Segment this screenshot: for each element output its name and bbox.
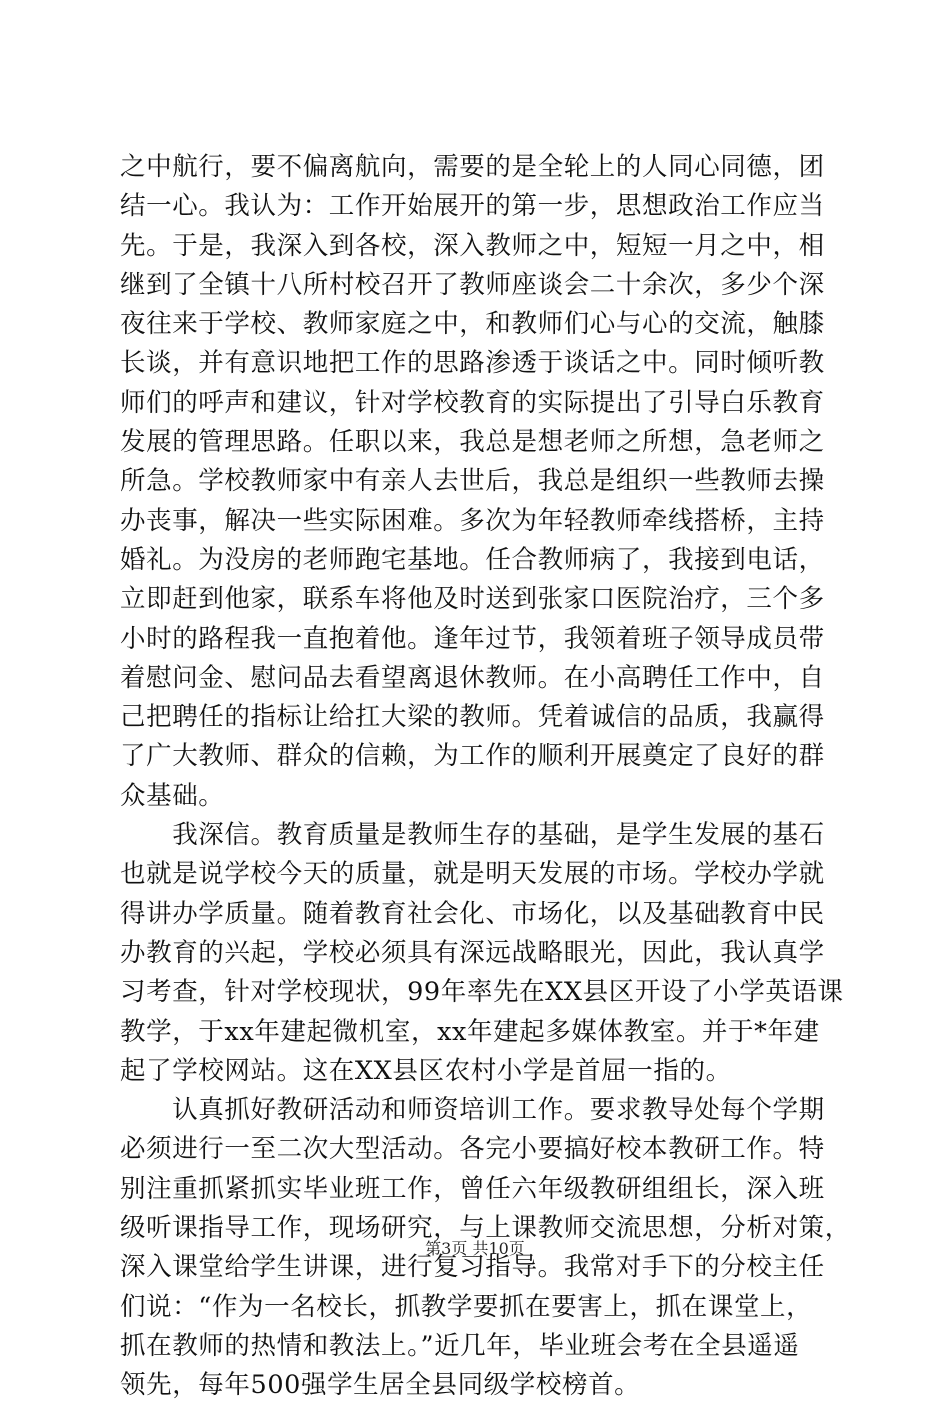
text-line: 领先，每年500强学生居全县同级学校榜首。 — [120, 1370, 641, 1401]
text-line: 教学，于xx年建起微机室，xx年建起多媒体教室。并于*年建 — [120, 1016, 820, 1047]
text-line: 之中航行，要不偏离航向，需要的是全轮上的人同心同德，团 — [120, 152, 825, 182]
text-line: 长谈，并有意识地把工作的思路渗透于谈话之中。同时倾听教 — [120, 348, 825, 379]
page-number-footer: 第3页 共10页 — [425, 1239, 525, 1258]
text-line: 必须进行一至二次大型活动。各完小要搞好校本教研工作。特 — [120, 1134, 825, 1165]
text-line: 习考查，针对学校现状，99年率先在XX县区开设了小学英语课 — [120, 977, 844, 1008]
text-line: 发展的管理思路。任职以来，我总是想老师之所想，急老师之 — [120, 427, 825, 458]
text-line: 级听课指导工作，现场研究，与上课教师交流思想，分析对策， — [120, 1213, 851, 1244]
text-line: 所急。学校教师家中有亲人去世后，我总是组织一些教师去操 — [120, 466, 825, 497]
body-text — [120, 148, 880, 1406]
text-line: 得讲办学质量。随着教育社会化、市场化，以及基础教育中民 — [120, 898, 825, 929]
text-line: 别注重抓紧抓实毕业班工作，曾任六年级教研组组长，深入班 — [120, 1173, 825, 1204]
text-line: 夜往来于学校、教师家庭之中，和教师们心与心的交流，触膝 — [120, 309, 825, 340]
text-line: 办教育的兴起，学校必须具有深远战略眼光，因此，我认真学 — [120, 937, 825, 968]
text-line: 了广大教师、群众的信赖，为工作的顺利开展奠定了良好的群 — [120, 741, 825, 772]
text-line: 我深信。教育质量是教师生存的基础，是学生发展的基石 — [120, 820, 825, 851]
text-line: 深入课堂给学生讲课，进行复习指导。我常对手下的分校主任 — [120, 1252, 825, 1283]
text-line: 婚礼。为没房的老师跑宅基地。任合教师病了，我接到电话， — [120, 544, 825, 575]
text-line: 众基础。 — [120, 780, 225, 811]
text-line: 结一心。我认为：工作开始展开的第一步，思想政治工作应当 — [120, 191, 825, 222]
text-line: 小时的路程我一直抱着他。逢年过节，我领着班子领导成员带 — [120, 623, 825, 654]
text-line: 们说：“作为一名校长，抓教学要抓在要害上，抓在课堂上， — [120, 1291, 813, 1322]
text-line: 抓在教师的热情和教法上。”近几年，毕业班会考在全县遥遥 — [120, 1330, 800, 1361]
text-line: 继到了全镇十八所村校召开了教师座谈会二十余次，多少个深 — [120, 269, 825, 300]
text-line: 师们的呼声和建议，针对学校教育的实际提出了引导白乐教育 — [120, 387, 825, 418]
text-line: 也就是说学校今天的质量，就是明天发展的市场。学校办学就 — [120, 859, 825, 890]
text-line: 己把聘任的指标让给扛大梁的教师。凭着诚信的品质，我赢得 — [120, 702, 825, 733]
text-line: 先。于是，我深入到各校，深入教师之中，短短一月之中，相 — [120, 230, 825, 261]
text-line: 着慰问金、慰问品去看望离退休教师。在小高聘任工作中，自 — [120, 662, 825, 693]
text-line: 办丧事，解决一些实际困难。多次为年轻教师牵线搭桥，主持 — [120, 505, 825, 536]
text-line: 认真抓好教研活动和师资培训工作。要求教导处每个学期 — [120, 1095, 825, 1126]
text-line: 起了学校网站。这在XX县区农村小学是首屈一指的。 — [120, 1055, 732, 1086]
text-line: 立即赶到他家，联系车将他及时送到张家口医院治疗，三个多 — [120, 584, 825, 615]
